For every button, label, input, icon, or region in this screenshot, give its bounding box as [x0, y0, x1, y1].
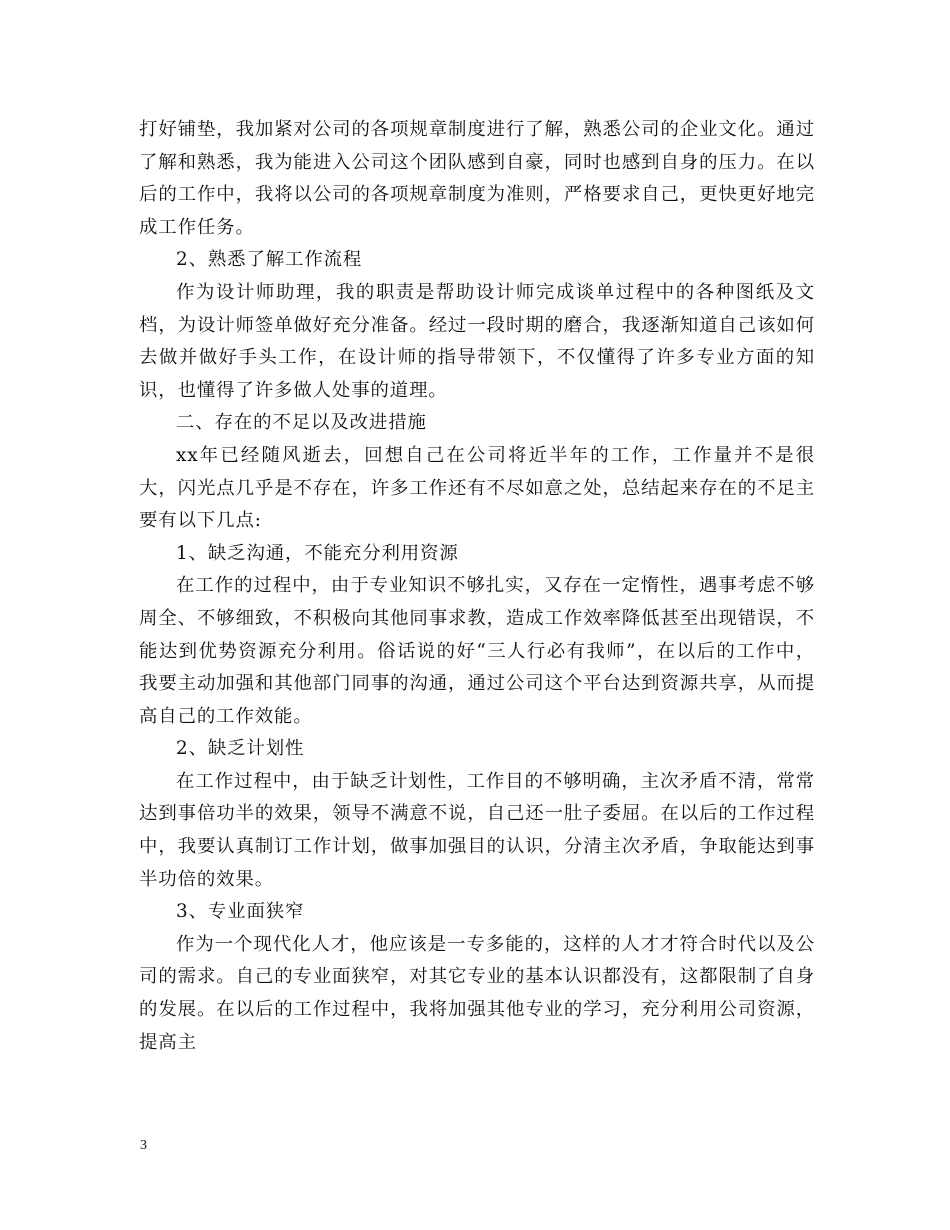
- paragraph: 作为设计师助理，我的职责是帮助设计师完成谈单过程中的各种图纸及文档，为设计师签单做好充分准备。经过一段时期的磨合，我逐渐知道自己该如何去做并做好手头工作，在设计师的指导带领下，不仅懂得了许多专业方面的知识，也懂得了许多做人处事的道理。: [139, 281, 815, 401]
- paragraph: xx年已经随风逝去，回想自己在公司将近半年的工作，工作量并不是很大，闪光点几乎是不存在，许多工作还有不尽如意之处，总结起来存在的不足主要有以下几点:: [139, 444, 815, 532]
- paragraph: 在工作的过程中，由于专业知识不够扎实，又存在一定惰性，遇事考虑不够周全、不够细致，不积极向其他同事求教，造成工作效率降低甚至出现错误，不能达到优势资源充分利用。俗话说的好“三人行必有我师”，在以后的工作中，我要主动加强和其他部门同事的沟通，通过公司这个平台达到资源共享，从而提高自己的工作效能。: [139, 575, 815, 727]
- paragraph: 打好铺垫，我加紧对公司的各项规章制度进行了解，熟悉公司的企业文化。通过了解和熟悉，我为能进入公司这个团队感到自豪，同时也感到自身的压力。在以后的工作中，我将以公司的各项规章制度为准则，严格要求自己，更快更好地完成工作任务。: [139, 119, 815, 238]
- page-number: 3: [140, 1138, 147, 1153]
- section-heading: 二、存在的不足以及改进措施: [176, 412, 427, 434]
- paragraph: 在工作过程中，由于缺乏计划性，工作目的不够明确，主次矛盾不清，常常达到事倍功半的效果，领导不满意不说，自己还一肚子委屈。在以后的工作过程中，我要认真制订工作计划，做事加强目的认识，分清主次矛盾，争取能达到事半功倍的效果。: [139, 770, 815, 890]
- section-heading: 2、熟悉了解工作流程: [176, 249, 363, 271]
- section-heading: 3、专业面狭窄: [176, 901, 305, 923]
- paragraph: 作为一个现代化人才，他应该是一专多能的，这样的人才才符合时代以及公司的需求。自己的专业面狭窄，对其它专业的基本认识都没有，这都限制了自身的发展。在以后的工作过程中，我将加强其他专业的学习，充分利用公司资源，提高主: [139, 933, 815, 1053]
- document-body: [139, 114, 815, 1059]
- section-heading: 2、缺乏计划性: [176, 738, 305, 760]
- section-heading: 1、缺乏沟通，不能充分利用资源: [176, 542, 459, 564]
